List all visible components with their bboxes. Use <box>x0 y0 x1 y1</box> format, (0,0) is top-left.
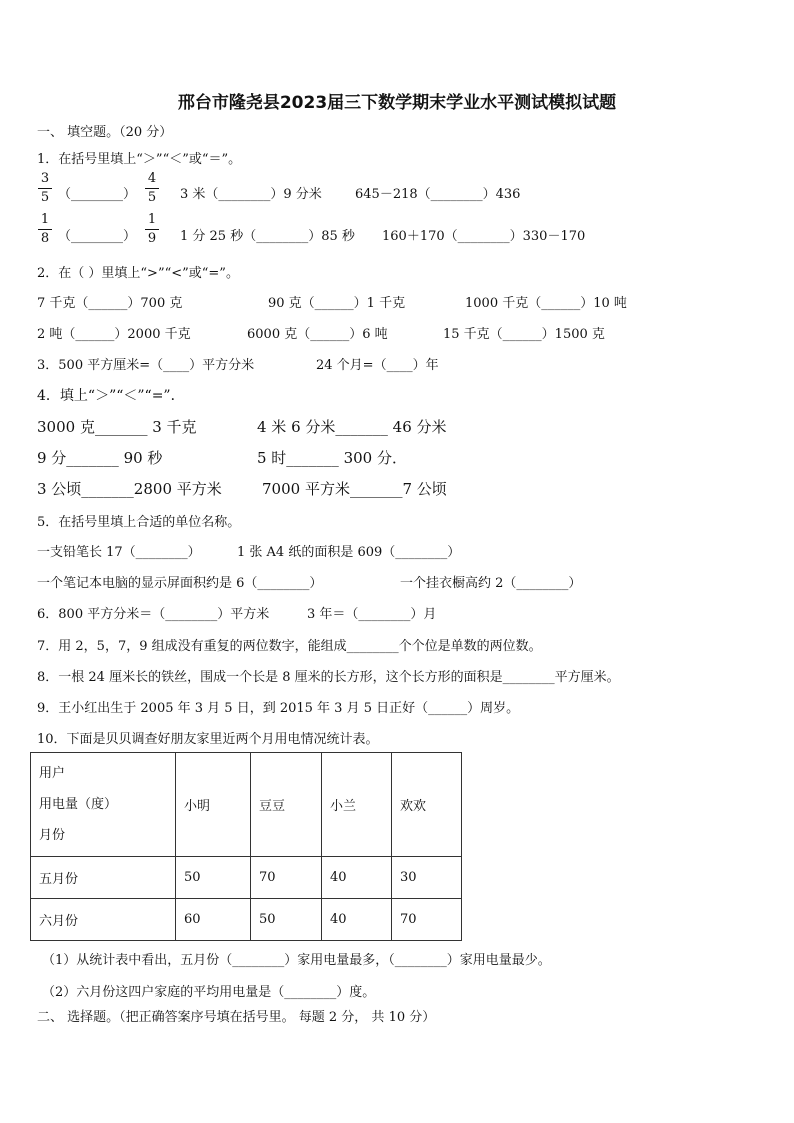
q4-item: 3000 克_______ 3 千克 <box>37 418 197 436</box>
fraction-numerator: 1 <box>147 212 157 227</box>
table-cell: 40 <box>322 857 392 899</box>
table-cell: 70 <box>251 857 322 899</box>
q1-item: 1 分 25 秒（________）85 秒 <box>180 229 355 244</box>
table-header-cell: 欢欢 <box>392 753 462 857</box>
q2-item: 7 千克（______）700 克 <box>37 296 183 311</box>
q5-item: 一个挂衣橱高约 2（________） <box>400 576 582 591</box>
q2-item: 90 克（______）1 千克 <box>268 296 406 311</box>
q5-item: 一个笔记本电脑的显示屏面积约是 6（________） <box>37 576 323 591</box>
question-2-stem: 2．在（ ）里填上“>”“<”或“=”。 <box>37 266 239 281</box>
q4-item: 7000 平方米_______7 公顷 <box>262 480 447 498</box>
section-2-heading: 二、 选择题。（把正确答案序号填在括号里。 每题 2 分， 共 10 分） <box>37 1010 436 1025</box>
fraction-denominator: 8 <box>40 231 50 246</box>
table-cell: 70 <box>392 899 462 941</box>
q5-item: 一支铅笔长 17（________） <box>37 545 201 560</box>
q2-item: 15 千克（______）1500 克 <box>443 327 605 342</box>
question-6-part-b: 3 年＝（________）月 <box>307 607 437 622</box>
question-9: 9．王小红出生于 2005 年 3 月 5 日，到 2015 年 3 月 5 日正好（______）周岁。 <box>37 701 520 716</box>
question-1-stem: 1．在括号里填上“＞”“＜”或“＝”。 <box>37 152 242 167</box>
question-10-stem: 10．下面是贝贝调查好朋友家里近两个月用电情况统计表。 <box>37 732 379 747</box>
table-row <box>31 857 462 899</box>
q2-item: 6000 克（______）6 吨 <box>247 327 388 342</box>
fraction-1-9 <box>145 213 159 246</box>
question-3-part-a: 3．500 平方厘米=（____）平方分米 <box>37 358 255 373</box>
blank[interactable]: （________） <box>58 229 137 244</box>
question-4-stem: 4．填上“＞”“＜”“=”． <box>37 388 185 404</box>
fraction-3-5 <box>38 172 52 205</box>
page-title: 邢台市隆尧县2023届三下数学期末学业水平测试模拟试题 <box>177 93 617 113</box>
question-10-sub-1: （1）从统计表中看出，五月份（________）家用电量最多，（________）家用电量最少。 <box>42 953 551 968</box>
question-8: 8．一根 24 厘米长的铁丝，围成一个长是 8 厘米的长方形，这个长方形的面积是________平方厘米。 <box>37 670 620 685</box>
q4-item: 3 公顷_______2800 平方米 <box>37 480 222 498</box>
question-7: 7．用 2，5，7，9 组成没有重复的两位数字，能组成________个个位是单数的两位数。 <box>37 639 542 654</box>
q1-item: 3 米（________）9 分米 <box>180 187 322 202</box>
question-3-part-b: 24 个月=（____）年 <box>316 358 439 373</box>
q2-item: 2 吨（______）2000 千克 <box>37 327 191 342</box>
header-month-label: 月份 <box>39 828 66 843</box>
table-cell: 30 <box>392 857 462 899</box>
table-cell: 50 <box>251 899 322 941</box>
table-cell: 50 <box>176 857 251 899</box>
fraction-denominator: 5 <box>147 190 157 205</box>
q2-item: 1000 千克（______）10 吨 <box>465 296 627 311</box>
q5-item: 1 张 A4 纸的面积是 609（________） <box>237 545 461 560</box>
blank[interactable]: （________） <box>58 187 137 202</box>
table-row <box>31 899 462 941</box>
electricity-usage-table <box>30 752 462 941</box>
fraction-4-5 <box>145 172 159 205</box>
table-cell: 40 <box>322 899 392 941</box>
table-header-cell: 小明 <box>176 753 251 857</box>
question-5-stem: 5．在括号里填上合适的单位名称。 <box>37 515 241 530</box>
q4-item: 9 分_______ 90 秒 <box>37 449 163 467</box>
table-header-row <box>31 753 462 857</box>
q4-item: 5 时_______ 300 分． <box>257 449 407 467</box>
table-header-cell <box>31 753 176 857</box>
fraction-numerator: 3 <box>40 171 50 186</box>
table-cell: 六月份 <box>31 899 176 941</box>
fraction-denominator: 9 <box>147 231 157 246</box>
q1-item: 645－218（________）436 <box>355 187 521 202</box>
table-cell: 60 <box>176 899 251 941</box>
fraction-denominator: 5 <box>40 190 50 205</box>
section-1-heading: 一、 填空题。（20 分） <box>37 125 173 140</box>
fraction-1-8 <box>38 213 52 246</box>
header-user-label: 用户 <box>39 766 66 781</box>
fraction-numerator: 4 <box>147 171 157 186</box>
table-header-cell: 小兰 <box>322 753 392 857</box>
header-usage-label: 用电量（度） <box>39 797 118 812</box>
fraction-numerator: 1 <box>40 212 50 227</box>
table-header-cell: 豆豆 <box>251 753 322 857</box>
q4-item: 4 米 6 分米_______ 46 分米 <box>257 418 447 436</box>
q1-item: 160＋170（________）330－170 <box>382 229 586 244</box>
question-10-sub-2: （2）六月份这四户家庭的平均用电量是（________）度。 <box>42 985 376 1000</box>
question-6-part-a: 6．800 平方分米＝（________）平方米 <box>37 607 270 622</box>
table-cell: 五月份 <box>31 857 176 899</box>
